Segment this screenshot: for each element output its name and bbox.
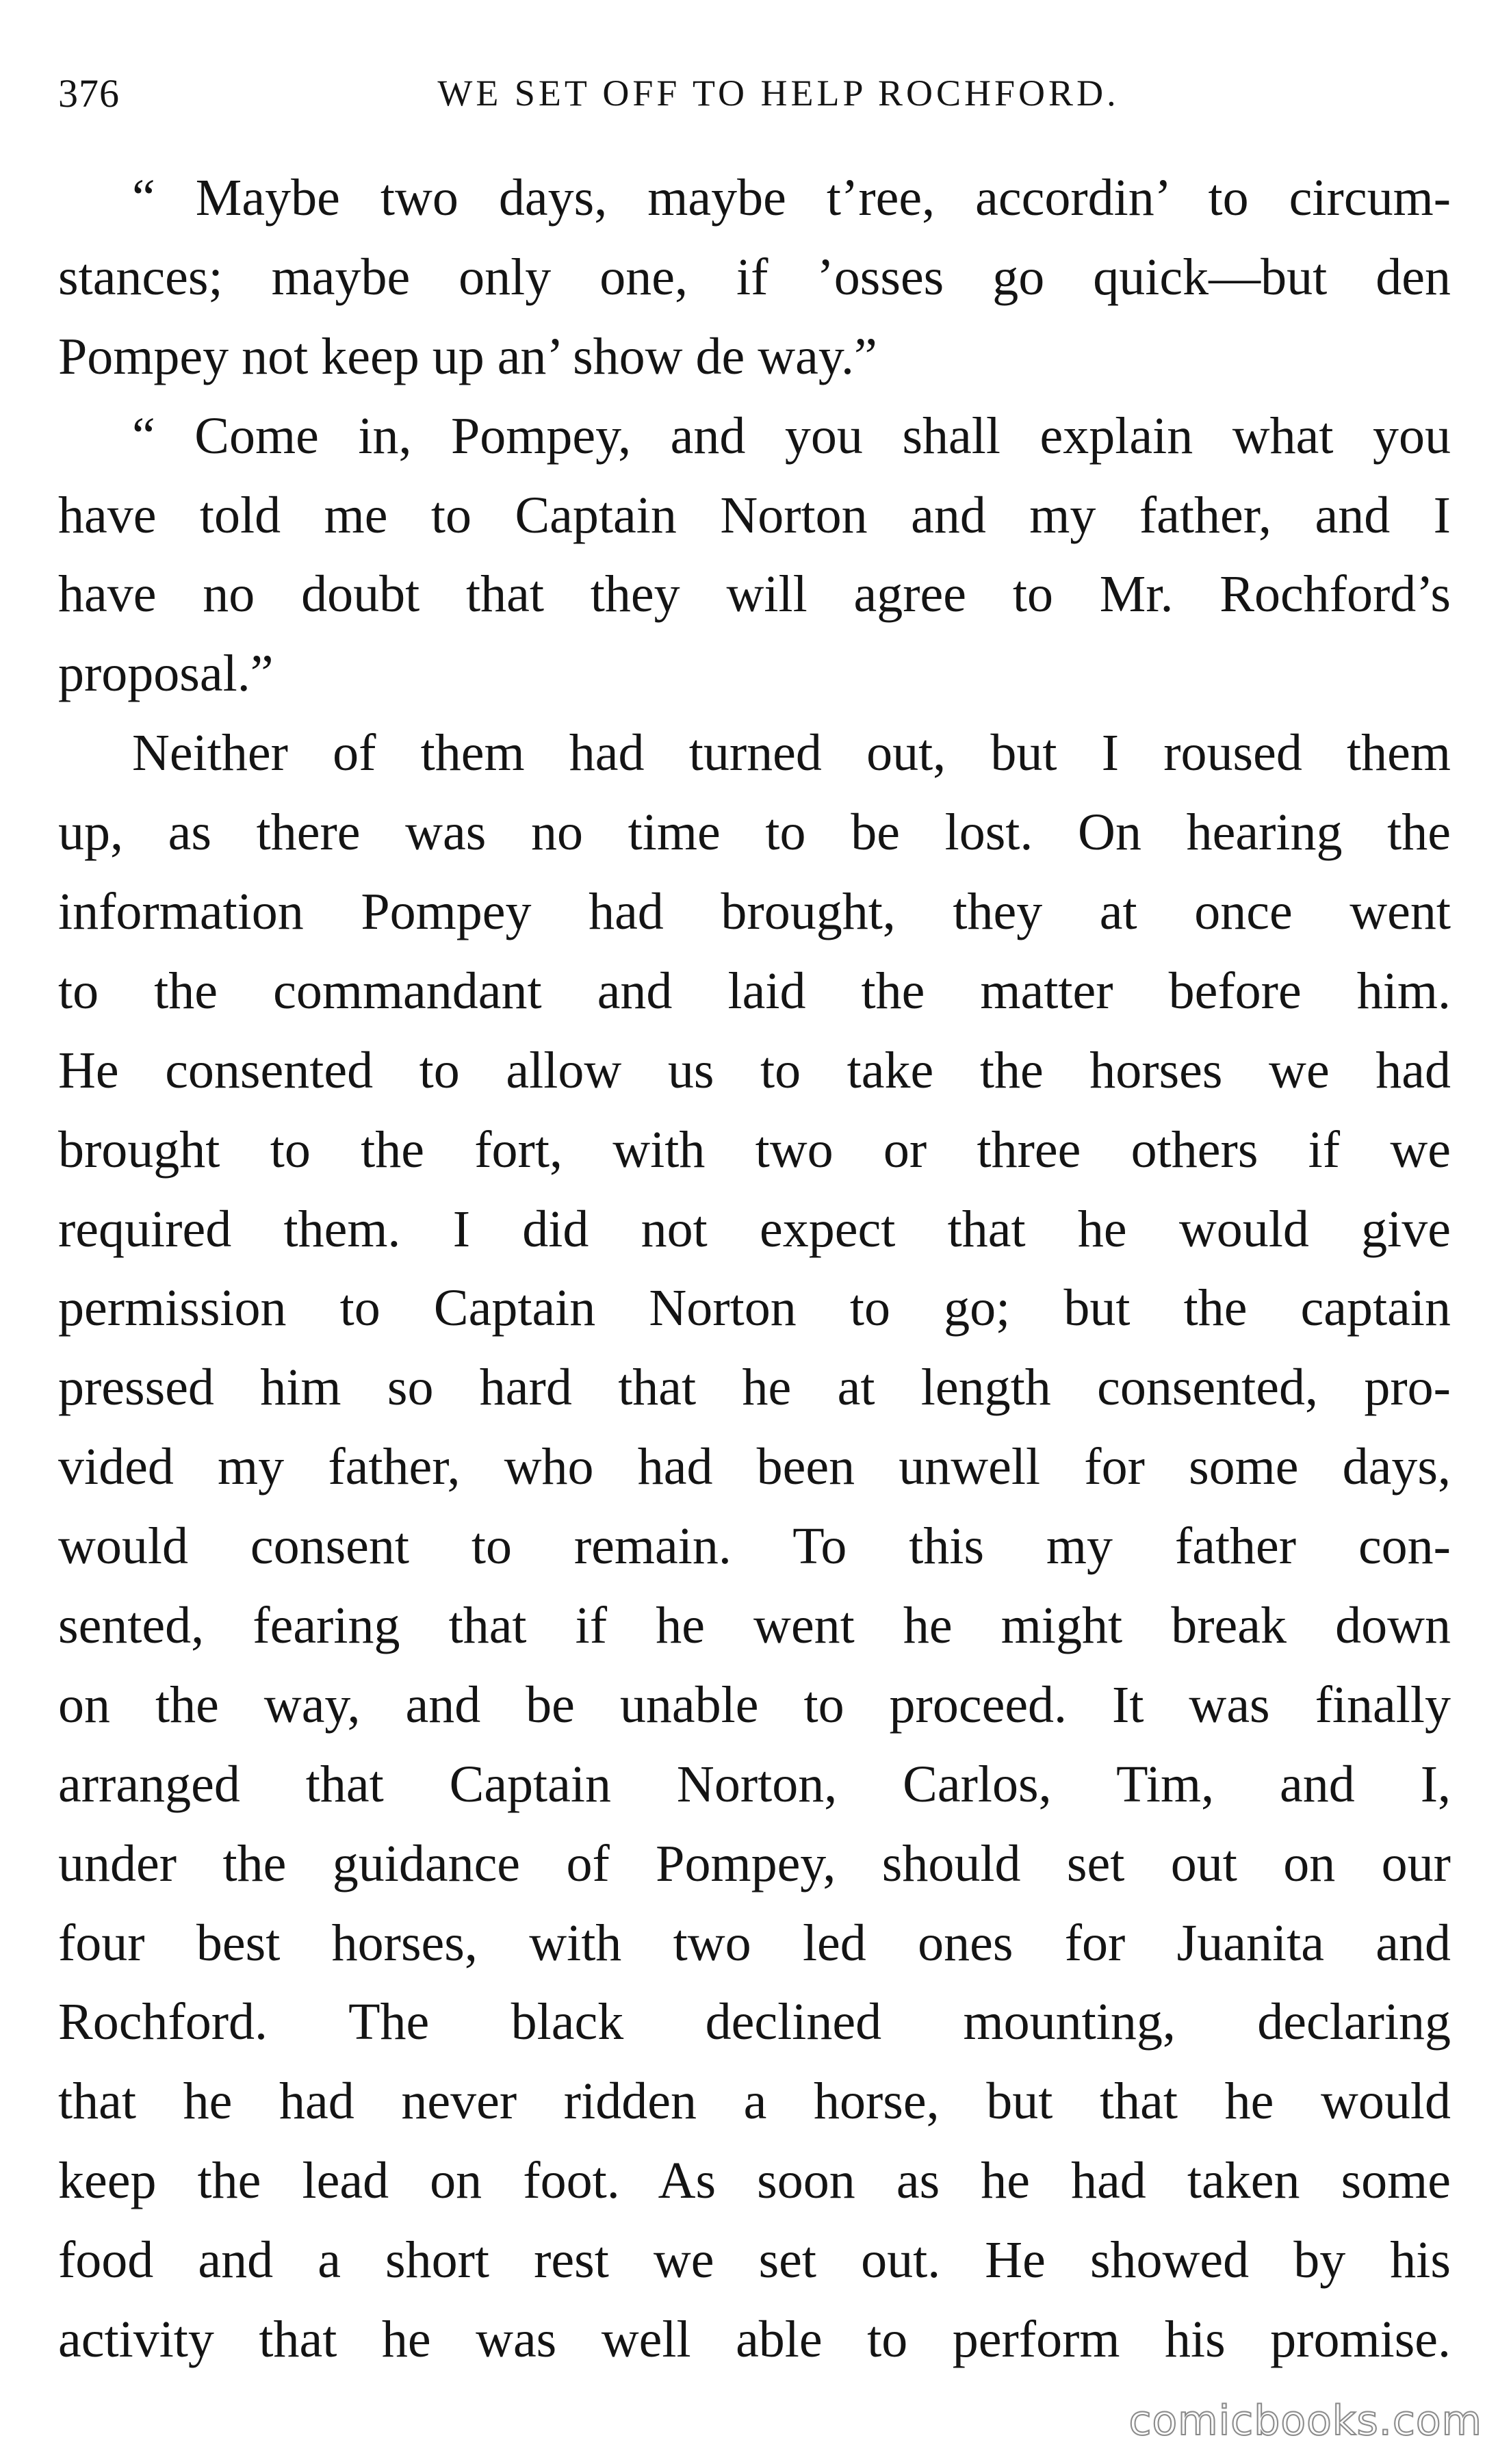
text-line: Rochford. The black declined mounting, declaring (58, 1993, 1451, 2051)
text-line: food and a short rest we set out. He showed by his (58, 2231, 1451, 2289)
text-line: Pompey not keep up an’ show de way.” (58, 327, 877, 385)
page-number: 376 (58, 71, 120, 116)
running-head: WE SET OFF TO HELP ROCHFORD. (437, 73, 1120, 114)
text-line: under the guidance of Pompey, should set out on our (58, 1834, 1451, 1892)
text-line: on the way, and be unable to proceed. It was finally (58, 1676, 1451, 1734)
text-line: “ Maybe two days, maybe t’ree, accordin’ to circum- (132, 169, 1451, 227)
text-line: activity that he was well able to perform his promise. (58, 2311, 1451, 2369)
text-line: would consent to remain. To this my father con- (58, 1517, 1451, 1576)
text-line: have no doubt that they will agree to Mr. Rochford’s (58, 565, 1451, 624)
text-line: keep the lead on foot. As soon as he had taken some (58, 2152, 1451, 2210)
page-header (58, 65, 1451, 120)
text-line: brought to the fort, with two or three others if we (58, 1120, 1451, 1179)
text-line: to the commandant and laid the matter before him. (58, 962, 1451, 1020)
text-line: pressed him so hard that he at length consented, pro- (58, 1359, 1451, 1417)
text-line: up, as there was no time to be lost. On hearing the (58, 804, 1451, 862)
watermark-logo: comicbooks.com (1128, 2397, 1482, 2445)
body-text (58, 159, 1451, 2380)
text-line: four best horses, with two led ones for Juanita and (58, 1914, 1451, 1972)
text-line: permission to Captain Norton to go; but the captain (58, 1279, 1451, 1337)
text-line: that he had never ridden a horse, but that he would (58, 2072, 1451, 2131)
text-line: required them. I did not expect that he would give (58, 1200, 1451, 1258)
text-line: vided my father, who had been unwell for some days, (58, 1438, 1451, 1496)
text-line: He consented to allow us to take the horses we had (58, 1041, 1451, 1099)
text-line: have told me to Captain Norton and my father, and I (58, 486, 1451, 544)
text-line: sented, fearing that if he went he might break down (58, 1597, 1451, 1655)
text-line: stances; maybe only one, if ’osses go quick—but den (58, 248, 1451, 306)
text-line: proposal.” (58, 645, 274, 703)
text-line: information Pompey had brought, they at once went (58, 883, 1451, 941)
text-line: Neither of them had turned out, but I roused them (132, 724, 1451, 782)
text-line: arranged that Captain Norton, Carlos, Tim, and I, (58, 1755, 1451, 1813)
text-line: “ Come in, Pompey, and you shall explain what you (132, 407, 1451, 465)
